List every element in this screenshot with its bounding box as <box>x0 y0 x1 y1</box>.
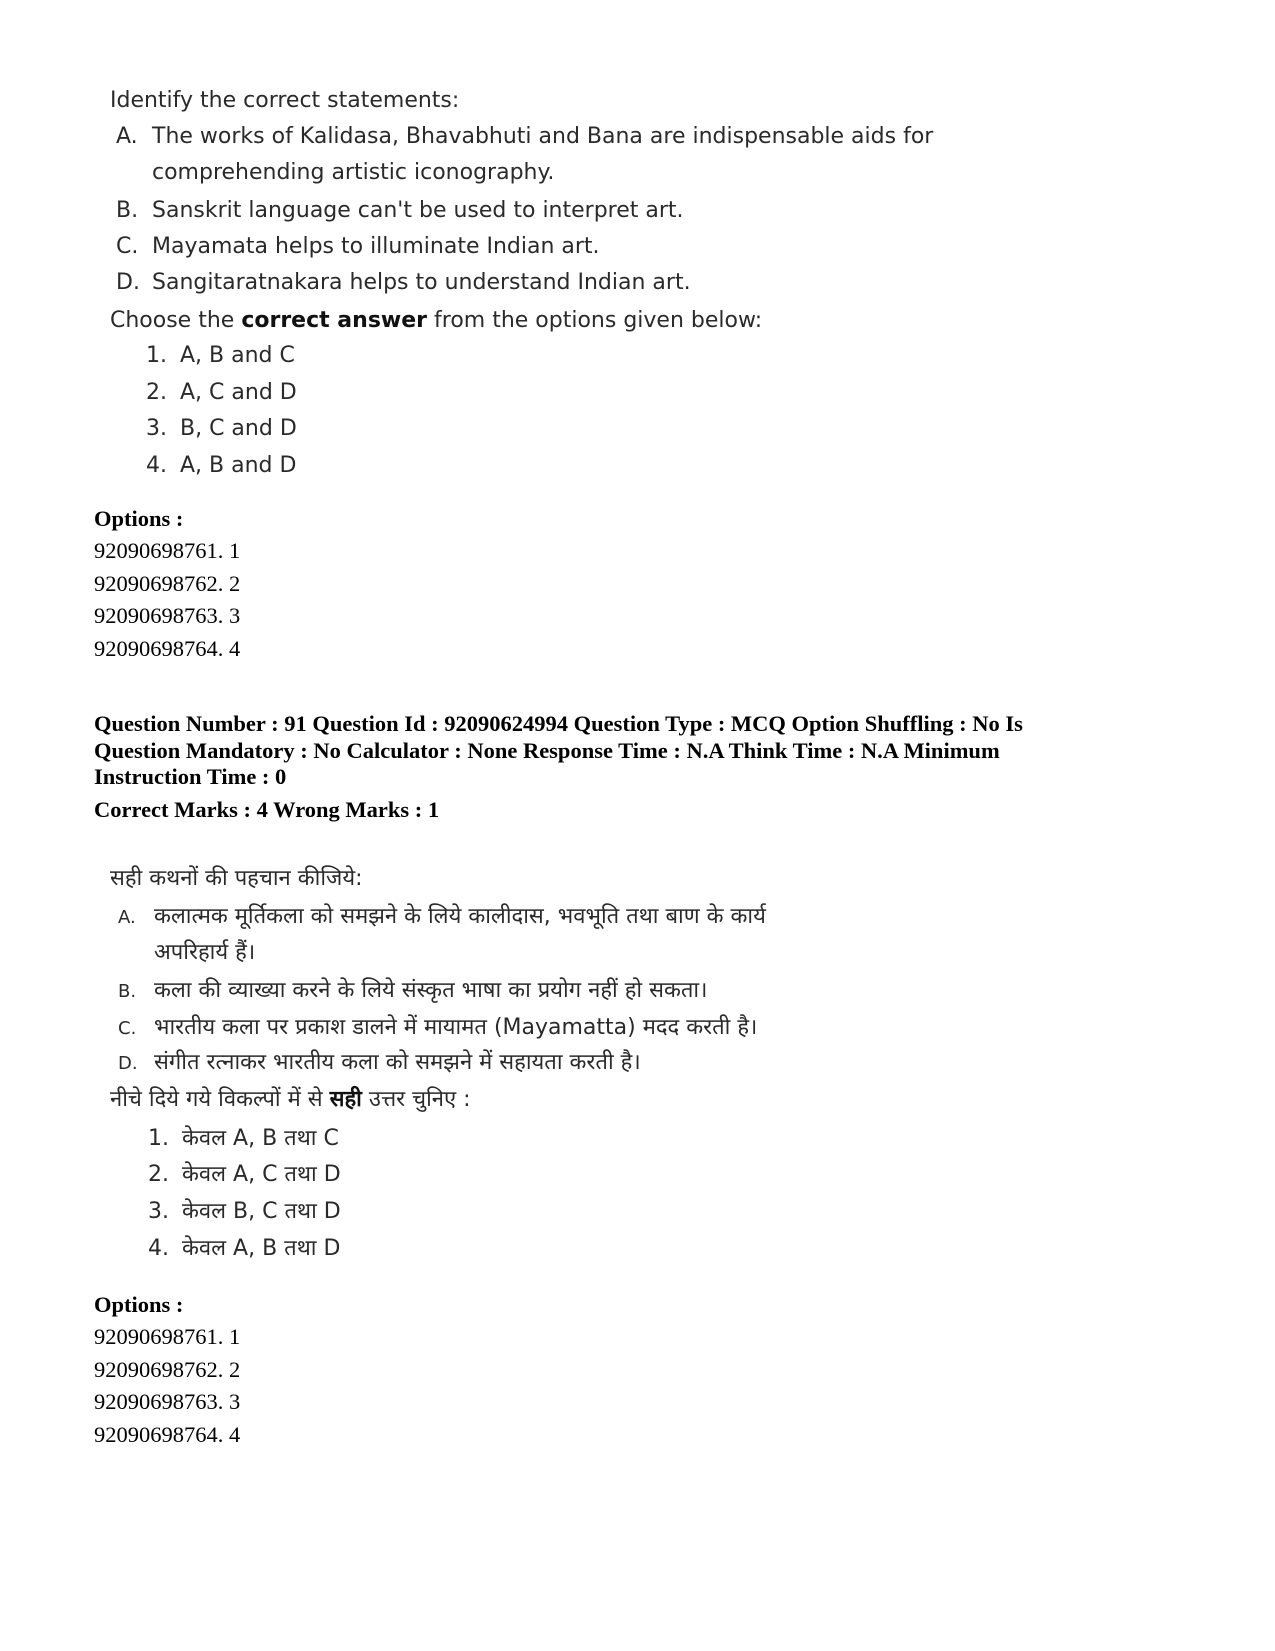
option-item: 92090698761. 1 <box>94 1324 241 1349</box>
statement-a <box>116 124 933 149</box>
statement-b <box>116 198 684 223</box>
answer-choice-3 <box>148 1195 341 1225</box>
statement-b <box>118 974 707 1004</box>
answer-choice-4 <box>146 453 296 478</box>
answer-number: 2. <box>146 380 167 405</box>
choose-bold: correct answer <box>241 308 428 333</box>
options-label: Options : <box>94 1292 184 1317</box>
answer-text: A, B and C <box>180 343 295 368</box>
statement-letter: A. <box>116 124 138 149</box>
statement-a-continued: comprehending artistic iconography. <box>152 160 555 185</box>
statement-letter: B. <box>116 198 139 223</box>
option-item: 92090698763. 3 <box>94 603 241 628</box>
statement-letter: C. <box>116 234 139 259</box>
answer-number: 3. <box>148 1199 169 1224</box>
statement-c <box>118 1011 757 1041</box>
option-item: 92090698764. 4 <box>94 636 241 661</box>
statement-text: कला की व्याख्या करने के लिये संस्कृत भाषा का प्रयोग नहीं हो सकता। <box>154 978 708 1003</box>
answer-text: A, C and D <box>180 380 297 405</box>
answer-text: केवल A, B तथा D <box>182 1236 341 1261</box>
answer-choice-3 <box>146 416 297 441</box>
statement-text: संगीत रत्नाकर भारतीय कला को समझने में सहायता करती है। <box>154 1050 641 1075</box>
answer-text: केवल A, B तथा C <box>182 1126 339 1151</box>
question-intro: Identify the correct statements: <box>110 88 460 113</box>
option-item: 92090698762. 2 <box>94 571 241 596</box>
answer-choice-1 <box>146 343 295 368</box>
answer-choice-2 <box>146 380 297 405</box>
statement-text: Mayamata helps to illuminate Indian art. <box>152 234 600 259</box>
statement-text: Sanskrit language can't be used to interpret art. <box>152 198 684 223</box>
question-intro: सही कथनों की पहचान कीजिये: <box>110 866 363 891</box>
option-item: 92090698761. 1 <box>94 538 241 563</box>
answer-number: 4. <box>146 453 167 478</box>
statement-letter: C. <box>118 1018 137 1039</box>
statement-letter: D. <box>118 1053 138 1074</box>
question-marks: Correct Marks : 4 Wrong Marks : 1 <box>94 797 440 822</box>
choose-prefix: नीचे दिये गये विकल्पों में से <box>110 1087 330 1112</box>
statement-text: Sangitaratnakara helps to understand Indian art. <box>152 270 691 295</box>
choose-prefix: Choose the <box>110 308 242 333</box>
choose-bold: सही <box>329 1087 362 1112</box>
statement-a <box>118 900 766 930</box>
statement-text: कलात्मक मूर्तिकला को समझने के लिये कालीदास, भवभूति तथा बाण के कार्य <box>154 904 766 929</box>
answer-number: 1. <box>146 343 167 368</box>
answer-number: 3. <box>146 416 167 441</box>
answer-text: केवल B, C तथा D <box>182 1199 341 1224</box>
statement-text: The works of Kalidasa, Bhavabhuti and Bana are indispensable aids for <box>152 124 934 149</box>
statement-c <box>116 234 600 259</box>
answer-text: A, B and D <box>180 453 297 478</box>
option-item: 92090698763. 3 <box>94 1389 241 1414</box>
answer-number: 4. <box>148 1236 169 1261</box>
answer-text: B, C and D <box>180 416 297 441</box>
option-item: 92090698762. 2 <box>94 1357 241 1382</box>
statement-text: भारतीय कला पर प्रकाश डालने में मायामत (Mayamatta) मदद करती है। <box>154 1015 758 1040</box>
answer-choice-1 <box>148 1122 339 1152</box>
choose-suffix: उत्तर चुनिए : <box>361 1087 471 1112</box>
statement-d <box>118 1046 641 1076</box>
answer-text: केवल A, C तथा D <box>182 1162 341 1187</box>
choose-suffix: from the options given below: <box>427 308 763 333</box>
answer-choice-2 <box>148 1158 341 1188</box>
options-label: Options : <box>94 506 184 531</box>
question-meta-line-1: Question Number : 91 Question Id : 92090624994 Question Type : MCQ Option Shuffling : No Is <box>94 711 1023 736</box>
question-meta-line-3: Instruction Time : 0 <box>94 764 287 789</box>
statement-letter: B. <box>118 981 137 1002</box>
answer-number: 2. <box>148 1162 169 1187</box>
statement-letter: A. <box>118 907 136 928</box>
choose-instruction <box>110 308 762 333</box>
question-meta-line-2: Question Mandatory : No Calculator : None Response Time : N.A Think Time : N.A Minimum <box>94 738 1000 763</box>
statement-letter: D. <box>116 270 140 295</box>
option-item: 92090698764. 4 <box>94 1422 241 1447</box>
statement-a-continued: अपरिहार्य हैं। <box>154 940 256 965</box>
answer-number: 1. <box>148 1126 169 1151</box>
choose-instruction <box>110 1083 471 1113</box>
statement-d <box>116 270 691 295</box>
answer-choice-4 <box>148 1232 340 1262</box>
